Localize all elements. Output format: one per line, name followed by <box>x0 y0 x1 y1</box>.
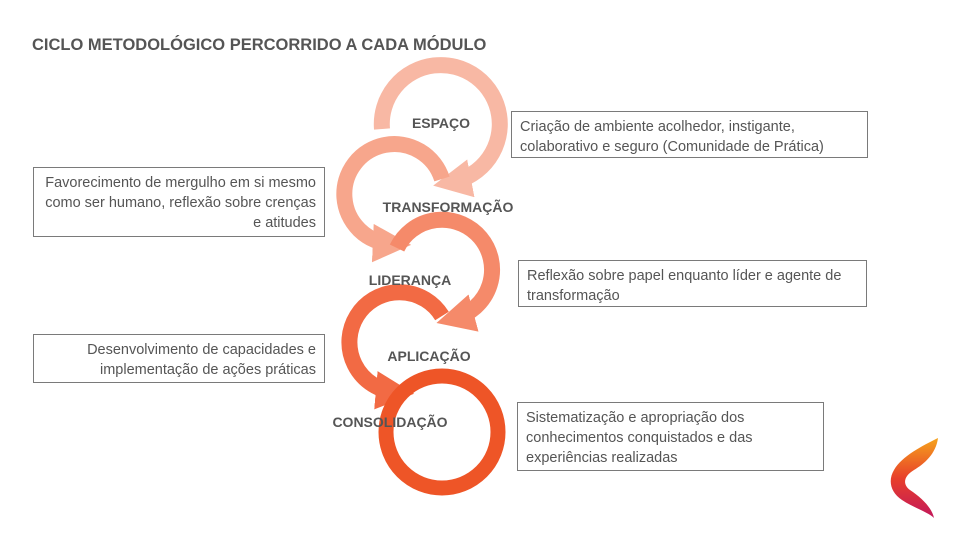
description-aplicacao: Desenvolvimento de capacidades e implementação de ações práticas <box>33 334 325 383</box>
description-lideranca: Reflexão sobre papel enquanto líder e agente de transformação <box>518 260 867 307</box>
description-espaco: Criação de ambiente acolhedor, instigante, colaborativo e seguro (Comunidade de Prática) <box>511 111 868 158</box>
step-consolidacao: CONSOLIDAÇÃO <box>332 414 448 430</box>
step-lideranca: LIDERANÇA <box>368 272 452 288</box>
step-transformacao: TRANSFORMAÇÃO <box>382 199 514 215</box>
lideranca-loop-arrow <box>397 220 492 318</box>
consolidacao-loop-circle <box>386 376 498 488</box>
step-aplicacao: APLICAÇÃO <box>387 348 471 364</box>
description-transformacao: Favorecimento de mergulho em si mesmo como ser humano, reflexão sobre crenças e atitudes <box>33 167 325 237</box>
step-espaco: ESPAÇO <box>411 115 471 131</box>
description-consolidacao: Sistematização e apropriação dos conhecimentos conquistados e das experiências realizadas <box>517 402 824 471</box>
page-title: CICLO METODOLÓGICO PERCORRIDO A CADA MÓDULO <box>32 36 487 54</box>
brand-logo-icon <box>888 436 944 520</box>
